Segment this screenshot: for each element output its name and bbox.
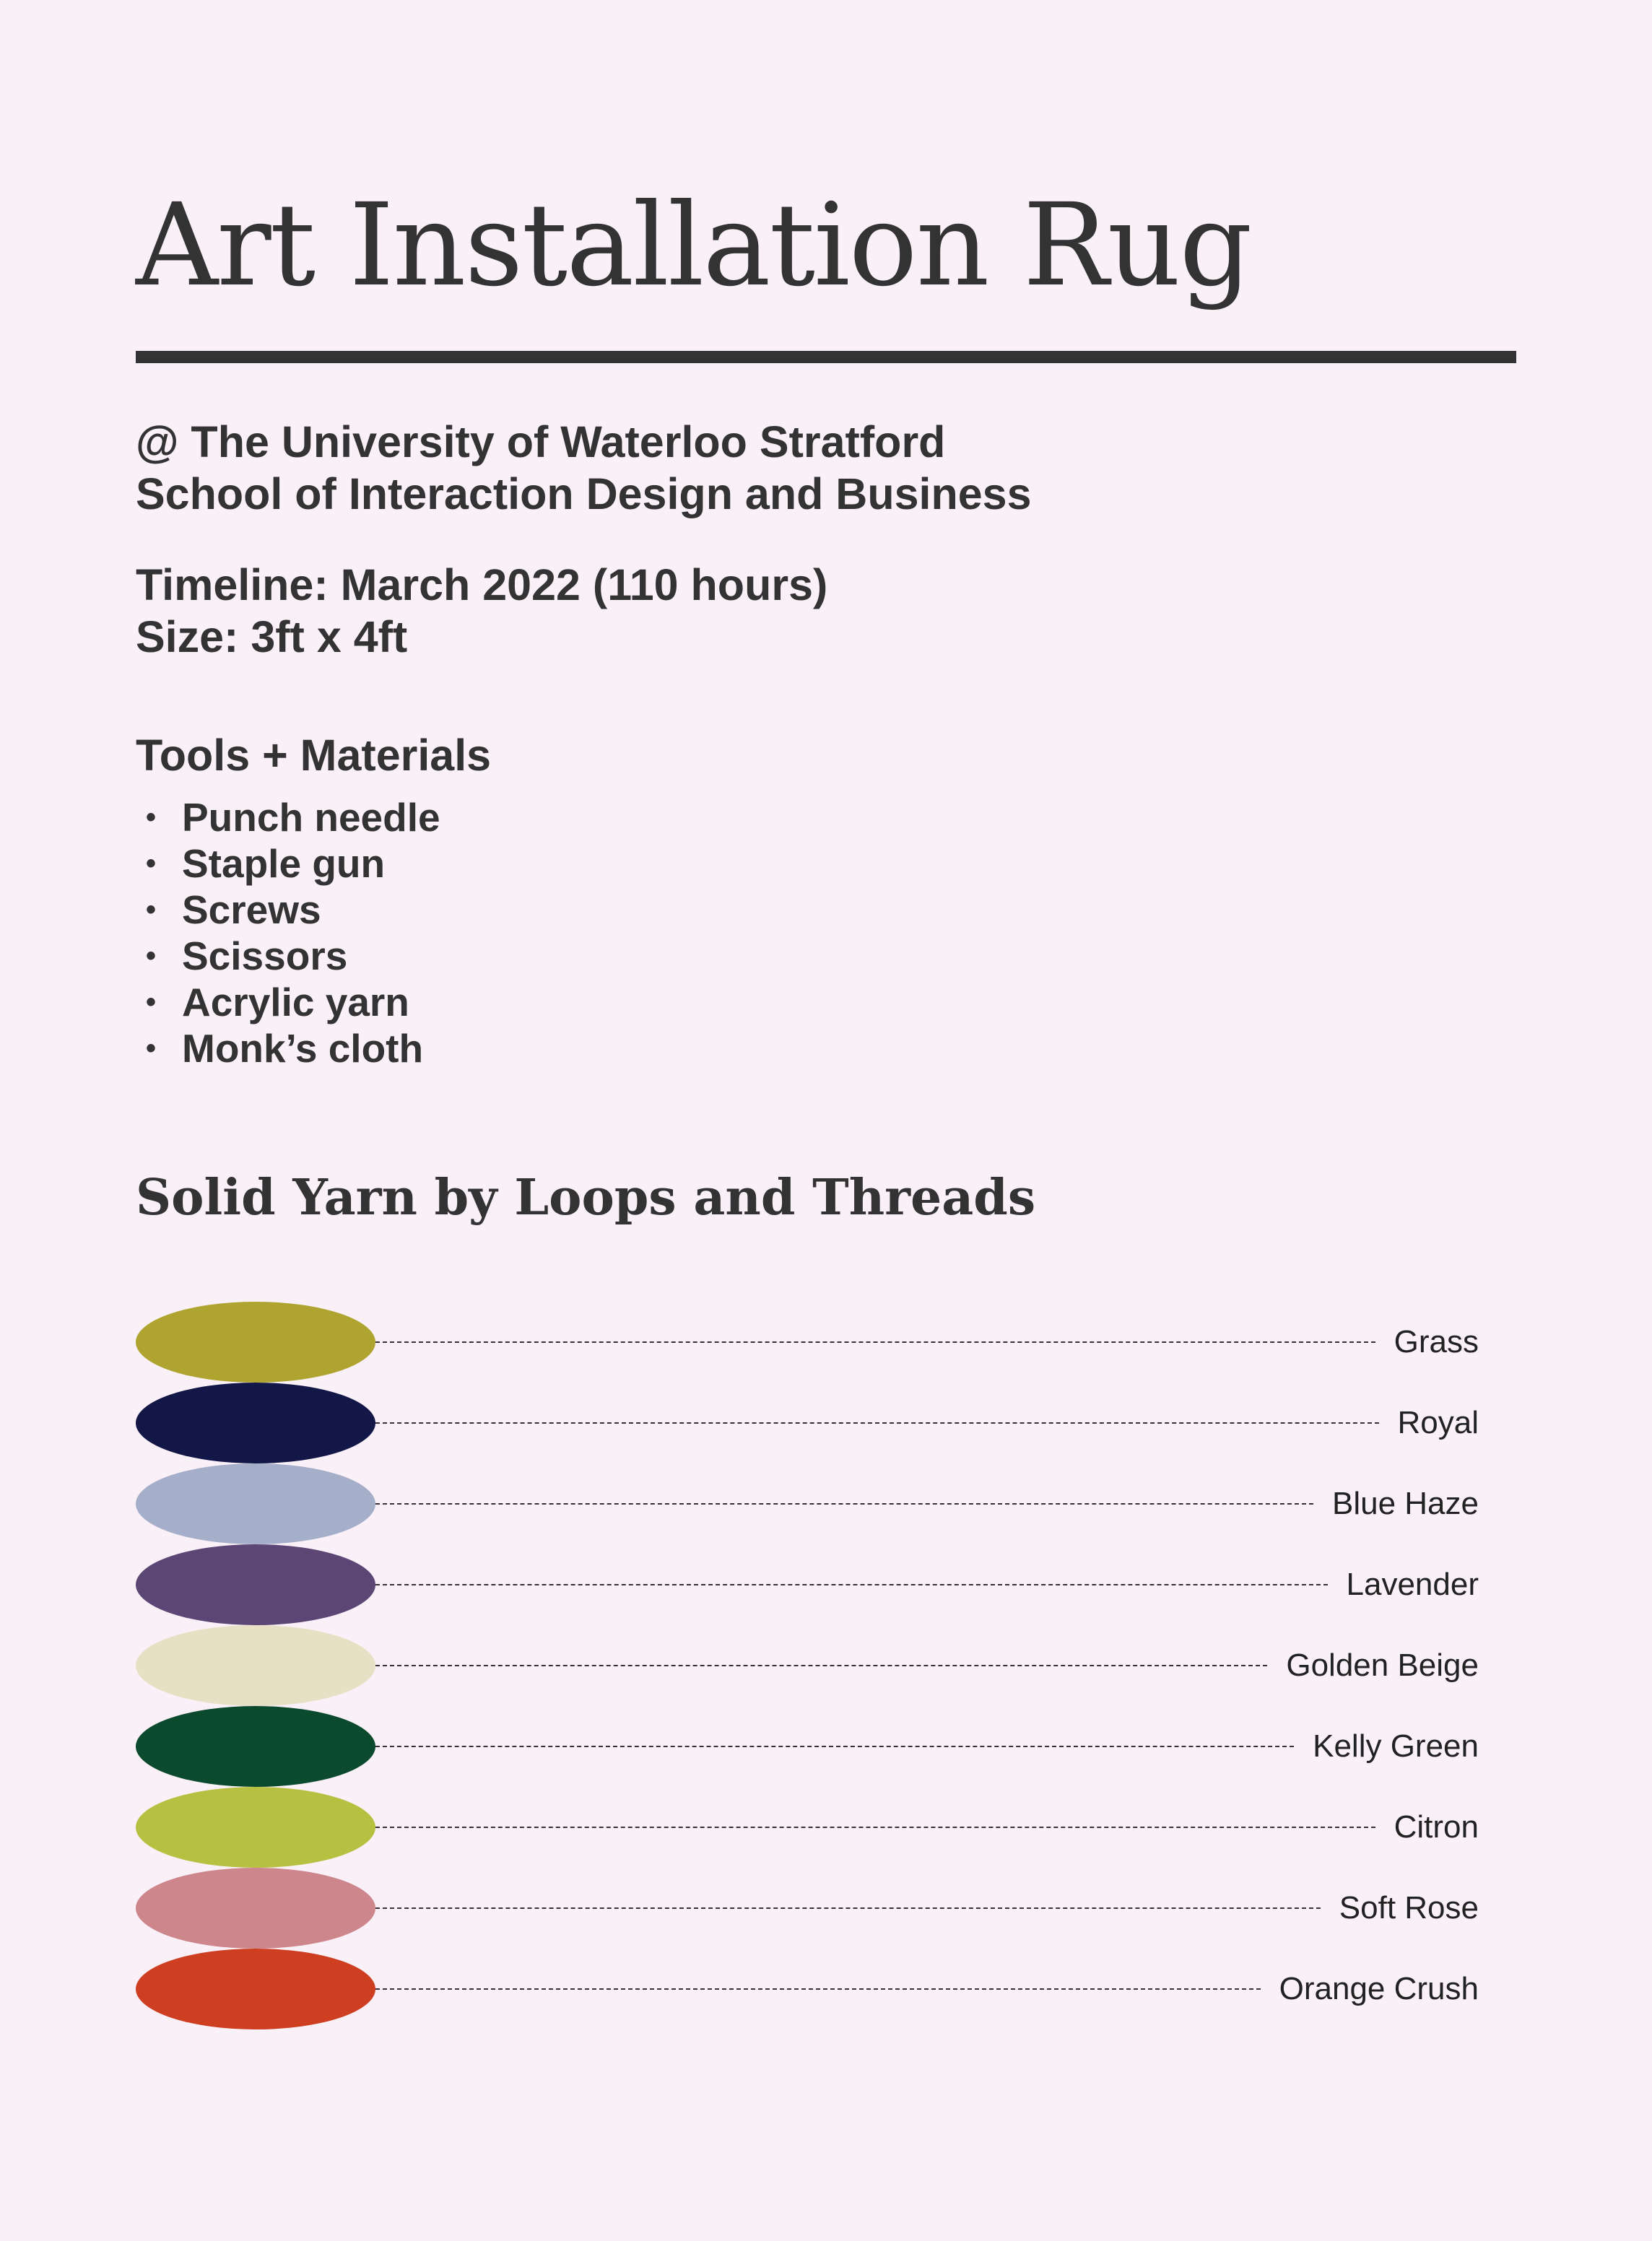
- yarn-color-row: [136, 1949, 1479, 2029]
- project-details: [136, 559, 827, 663]
- tool-item: [136, 887, 440, 933]
- yarn-color-list: [136, 1302, 1479, 2029]
- yarn-color-row: [136, 1706, 1479, 1787]
- tool-item-label: Staple gun: [182, 841, 386, 886]
- yarn-swatch: [136, 1463, 375, 1544]
- yarn-color-name: Orange Crush: [1279, 1971, 1479, 2006]
- organization-block: [136, 416, 1032, 520]
- tool-item: [136, 840, 440, 887]
- organization-line-2: School of Interaction Design and Business: [136, 469, 1032, 518]
- yarn-color-name: Lavender: [1346, 1567, 1479, 1602]
- yarn-color-name: Soft Rose: [1339, 1890, 1479, 1925]
- yarn-swatch: [136, 1949, 375, 2029]
- title-divider: [136, 351, 1516, 363]
- tool-item: [136, 933, 440, 979]
- tool-item-label: Scissors: [182, 934, 348, 978]
- yarn-color-row: [136, 1868, 1479, 1949]
- leader-line: [375, 1665, 1267, 1666]
- leader-line: [375, 1422, 1379, 1424]
- tool-item-label: Punch needle: [182, 795, 440, 840]
- leader-line: [375, 1746, 1294, 1747]
- yarn-color-row: [136, 1383, 1479, 1463]
- yarn-swatch: [136, 1383, 375, 1463]
- yarn-color-name: Golden Beige: [1286, 1648, 1479, 1683]
- tools-heading: Tools + Materials: [136, 731, 492, 780]
- bullet-icon: •: [146, 986, 157, 1018]
- leader-line: [375, 1341, 1375, 1343]
- yarn-swatch: [136, 1787, 375, 1868]
- yarn-color-row: [136, 1787, 1479, 1868]
- tool-item-label: Monk’s cloth: [182, 1026, 424, 1071]
- yarn-color-name: Blue Haze: [1331, 1486, 1479, 1521]
- yarn-color-name: Citron: [1394, 1809, 1479, 1845]
- bullet-icon: •: [146, 894, 157, 926]
- size-text: Size: 3ft x 4ft: [136, 612, 408, 661]
- tool-item-label: Screws: [182, 887, 321, 932]
- leader-line: [375, 1988, 1261, 1990]
- tools-list: [136, 794, 440, 1071]
- yarn-color-row: [136, 1544, 1479, 1625]
- bullet-icon: •: [146, 848, 157, 879]
- yarn-swatch: [136, 1544, 375, 1625]
- tool-item: [136, 979, 440, 1025]
- leader-line: [375, 1503, 1313, 1505]
- leader-line: [375, 1827, 1375, 1828]
- yarn-color-name: Royal: [1397, 1405, 1479, 1440]
- yarn-heading: Solid Yarn by Loops and Threads: [136, 1169, 1036, 1227]
- yarn-swatch: [136, 1302, 375, 1383]
- timeline-text: Timeline: March 2022 (110 hours): [136, 560, 828, 609]
- tool-item: [136, 794, 440, 840]
- yarn-color-row: [136, 1463, 1479, 1544]
- page-title: Art Installation Rug: [136, 179, 1251, 312]
- organization-line-1: @ The University of Waterloo Stratford: [136, 417, 946, 466]
- yarn-color-row: [136, 1302, 1479, 1383]
- bullet-icon: •: [146, 801, 157, 833]
- yarn-swatch: [136, 1625, 375, 1706]
- bullet-icon: •: [146, 1032, 157, 1064]
- yarn-swatch: [136, 1706, 375, 1787]
- yarn-color-name: Grass: [1394, 1324, 1479, 1359]
- yarn-color-name: Kelly Green: [1313, 1728, 1479, 1764]
- bullet-icon: •: [146, 940, 157, 972]
- tool-item-label: Acrylic yarn: [182, 980, 409, 1024]
- yarn-swatch: [136, 1868, 375, 1949]
- leader-line: [375, 1907, 1321, 1909]
- yarn-color-row: [136, 1625, 1479, 1706]
- tool-item: [136, 1025, 440, 1071]
- leader-line: [375, 1584, 1328, 1585]
